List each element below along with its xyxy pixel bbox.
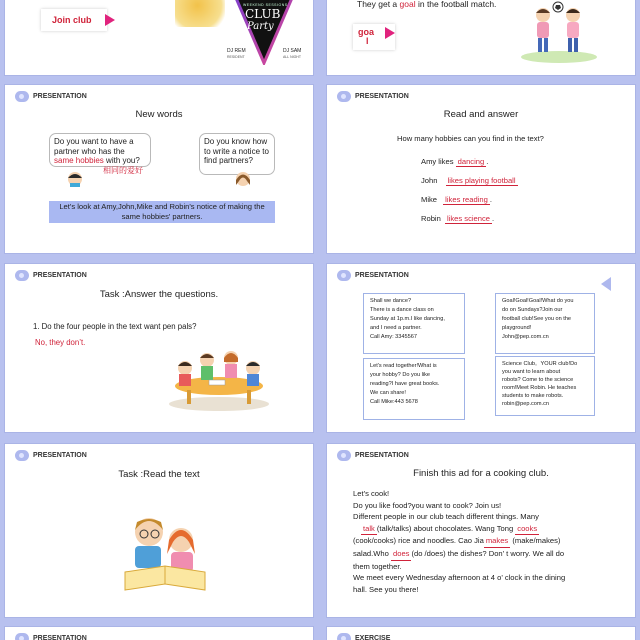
kids-at-table-illustration bbox=[165, 346, 273, 412]
section-tag: PRESENTATION bbox=[337, 270, 409, 281]
answer-row: John likes playing football bbox=[421, 176, 516, 185]
question: 1. Do the four people in the text want pen pals? bbox=[33, 322, 197, 331]
tag-bullet-icon bbox=[15, 633, 29, 640]
poster-sub: WEEKEND SESSIONS bbox=[243, 3, 288, 7]
blank-makes[interactable]: makes bbox=[484, 535, 510, 548]
slide-exercise-bottom[interactable] bbox=[326, 626, 636, 640]
instruction-banner: Let's look at Amy,John,Mike and Robin's notice of making the same hobbies' partners. bbox=[49, 201, 275, 223]
notice-robin: Science Club。YOUR club!Do you want to learn about robots? Come to the science room!Meet Robin. He teaches students to make robots. robin@pep.com.cn bbox=[495, 356, 595, 416]
answer-row: Amy likes dancing . bbox=[421, 157, 489, 166]
girl-avatar-icon bbox=[235, 171, 251, 187]
poster-right-name: DJ SAM bbox=[283, 48, 302, 54]
tag-bullet-icon bbox=[15, 270, 29, 281]
slide-new-words[interactable] bbox=[4, 84, 314, 254]
answer-row: Robin likes science . bbox=[421, 214, 495, 223]
slide-notices[interactable] bbox=[326, 263, 636, 433]
tag-bullet-icon bbox=[337, 270, 351, 281]
slide-read-answer[interactable] bbox=[326, 84, 636, 254]
section-tag: PRESENTATION bbox=[337, 450, 409, 461]
club-party-poster bbox=[225, 0, 309, 76]
poster-title: CLUB bbox=[245, 7, 281, 21]
goal-label[interactable]: goa l bbox=[353, 24, 395, 50]
blank-cooks[interactable]: cooks bbox=[515, 523, 539, 536]
slide-goal[interactable] bbox=[326, 0, 636, 76]
poster-left-sub: RESIDENT bbox=[227, 55, 245, 59]
slide-join-club[interactable] bbox=[4, 0, 314, 76]
slide-task-answer[interactable] bbox=[4, 263, 314, 433]
slide-title: Task :Read the text bbox=[118, 469, 200, 480]
poster-right-sub: ALL NIGHT bbox=[283, 55, 301, 59]
slide-cooking-ad[interactable] bbox=[326, 443, 636, 618]
section-tag: PRESENTATION bbox=[15, 450, 87, 461]
poster-script: Party bbox=[247, 21, 274, 32]
tag-bullet-icon bbox=[15, 450, 29, 461]
blank-does[interactable]: does bbox=[391, 548, 411, 561]
play-arrow-icon bbox=[384, 27, 396, 39]
tag-bullet-icon bbox=[337, 450, 351, 461]
section-tag: PRESENTATION bbox=[15, 270, 87, 281]
join-club-label: Join club bbox=[52, 15, 92, 25]
kids-football-illustration bbox=[519, 0, 599, 65]
slide-title: Task :Answer the questions. bbox=[99, 289, 219, 300]
slide-title: New words bbox=[135, 109, 183, 120]
notice-amy: Shall we dance? There is a dance class on Sunday at 1p.m.I like dancing, and I need a partner. Call Amy: 3345567 bbox=[363, 293, 465, 354]
speech-bubble-right: Do you know how to write a notice to find partners? bbox=[199, 133, 275, 175]
slide-title: Finish this ad for a cooking club. bbox=[413, 468, 549, 479]
cooking-ad-text: Let’s cook! Do you like food?you want to cook? Join us! Different people in our club teach different things. Many talk (talk/talks) about chocolates. Wang Tong cooks (cook/cooks) rice and noodles. Cao Jia makes (make/makes) salad.Who does (do /does) the dishes? Don’ t worry. We all do them together. We meet every Wednesday afternoon at 4 o’ clock in the dining hall. See you there! bbox=[353, 489, 566, 594]
play-arrow-icon bbox=[104, 14, 116, 26]
tag-bullet-icon bbox=[337, 633, 351, 640]
answer-row: Mike likes reading . bbox=[421, 195, 492, 204]
tag-bullet-icon bbox=[15, 91, 29, 102]
section-tag: PRESENTATION bbox=[15, 91, 87, 102]
kids-reading-illustration bbox=[115, 508, 215, 600]
exercise-tag: EXERCISE bbox=[337, 633, 390, 640]
notice-mike: Let's read together!What is your hobby? Do you like reading?I have great books. We can share! Call Mike:443 5678 bbox=[363, 358, 465, 420]
blank-talk[interactable]: talk bbox=[361, 523, 377, 536]
speech-bubble-left: Do you want to have a partner who has the same hobbies with you? bbox=[49, 133, 151, 167]
slide-task-read[interactable] bbox=[4, 443, 314, 618]
boy-avatar-icon bbox=[67, 171, 83, 187]
slide-title: Read and answer bbox=[443, 109, 519, 120]
section-tag: PRESENTATION bbox=[15, 633, 87, 640]
chinese-note: 相同的爱好 bbox=[103, 166, 143, 175]
section-tag: PRESENTATION bbox=[337, 91, 409, 102]
notice-john: Goal!Goal!Goal!What do you do on Sundays?Join our football club!See you on the playground! John@pep.com.cn bbox=[495, 293, 595, 354]
goal-sentence: They get a goal in the football match. bbox=[357, 0, 497, 9]
tag-bullet-icon bbox=[337, 91, 351, 102]
answer: No, they don’t. bbox=[35, 338, 86, 347]
paint-splash bbox=[175, 0, 231, 27]
join-club-button[interactable] bbox=[41, 9, 107, 31]
speaker-icon[interactable] bbox=[601, 277, 613, 291]
poster-left-name: DJ REM bbox=[227, 48, 246, 54]
slide-presentation-bottom[interactable] bbox=[4, 626, 314, 640]
question: How many hobbies can you find in the text? bbox=[397, 134, 544, 143]
